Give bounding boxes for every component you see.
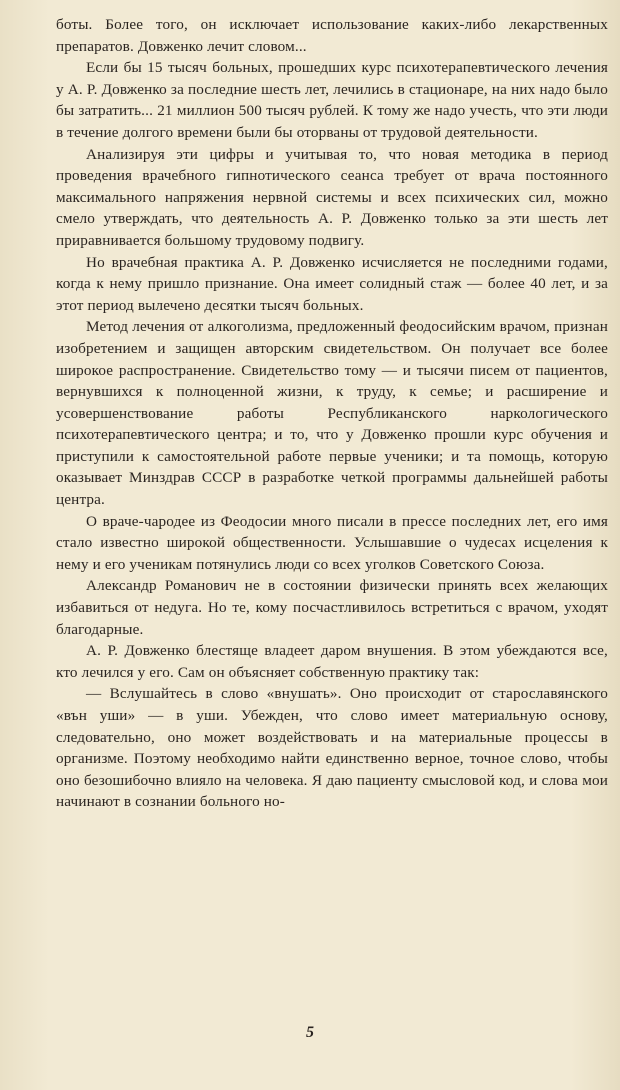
paragraph: боты. Более того, он исключает использование каких-либо лекарственных препаратов. Довженко лечит словом... (56, 16, 608, 55)
paragraph: — Вслушайтесь в слово «внушать». Оно происходит от старославянского «вън уши» — в уши. Убежден, что слово имеет материальную основу, следовательно, оно может воздействовать и на материальные процессы в организме. Поэтому необходимо найти единственно верное, точное слово, чтобы оно безошибочно влияло на человека. Я даю пациенту смысловой код, и слова мои начинают в сознании больного но- (56, 685, 608, 811)
paragraph: Если бы 15 тысяч больных, прошедших курс психотерапевтического лечения у А. Р. Довженко за последние шесть лет, лечились в стационаре, на них надо было бы затратить... 21 миллион 500 тысяч рублей. К тому же надо учесть, что эти люди в течение долгого времени были бы оторваны от трудовой деятельности. (56, 59, 608, 141)
paragraph: Метод лечения от алкоголизма, предложенный феодосийским врачом, признан изобретением и защищен авторским свидетельством. Он получает все более широкое распространение. Свидетельство тому — и тысячи писем от пациентов, вернувшихся к полноценной жизни, к труду, к семье; и расширение и усовершенствование работы Республиканского наркологического психотерапевтического центра; и то, что у Довженко прошли курс обучения и приступили к самостоятельной работе первые ученики; и та помощь, которую оказывает Минздрав СССР в разработке четкой программы дальнейшей работы центра. (56, 318, 608, 509)
body-text (56, 14, 608, 813)
paragraph: А. Р. Довженко блестяще владеет даром внушения. В этом убеждаются все, кто лечился у его. Сам он объясняет собственную практику так: (56, 642, 608, 681)
paragraph: Но врачебная практика А. Р. Довженко исчисляется не последними годами, когда к нему пришло признание. Она имеет солидный стаж — более 40 лет, и за этот период вылечено десятки тысяч больных. (56, 253, 608, 314)
paragraph: Анализируя эти цифры и учитывая то, что новая методика в период проведения врачебного гипнотического сеанса требует от врача постоянного максимального напряжения нервной системы и всех психических сил, можно смело утверждать, что деятельность А. Р. Довженко только за эти шесть лет приравнивается большому трудовому подвигу. (56, 145, 608, 249)
page-number: 5 (306, 1024, 314, 1041)
paragraph: О враче-чародее из Феодосии много писали в прессе последних лет, его имя стало известно широкой общественности. Услышавшие о чудесах исцеления к нему и его ученикам потянулись люди со всех уголков Советского Союза. (56, 512, 608, 573)
paragraph: Александр Романович не в состоянии физически принять всех желающих избавиться от недуга. Но те, кому посчастливилось встретиться с врачом, уходят благодарные. (56, 577, 608, 638)
